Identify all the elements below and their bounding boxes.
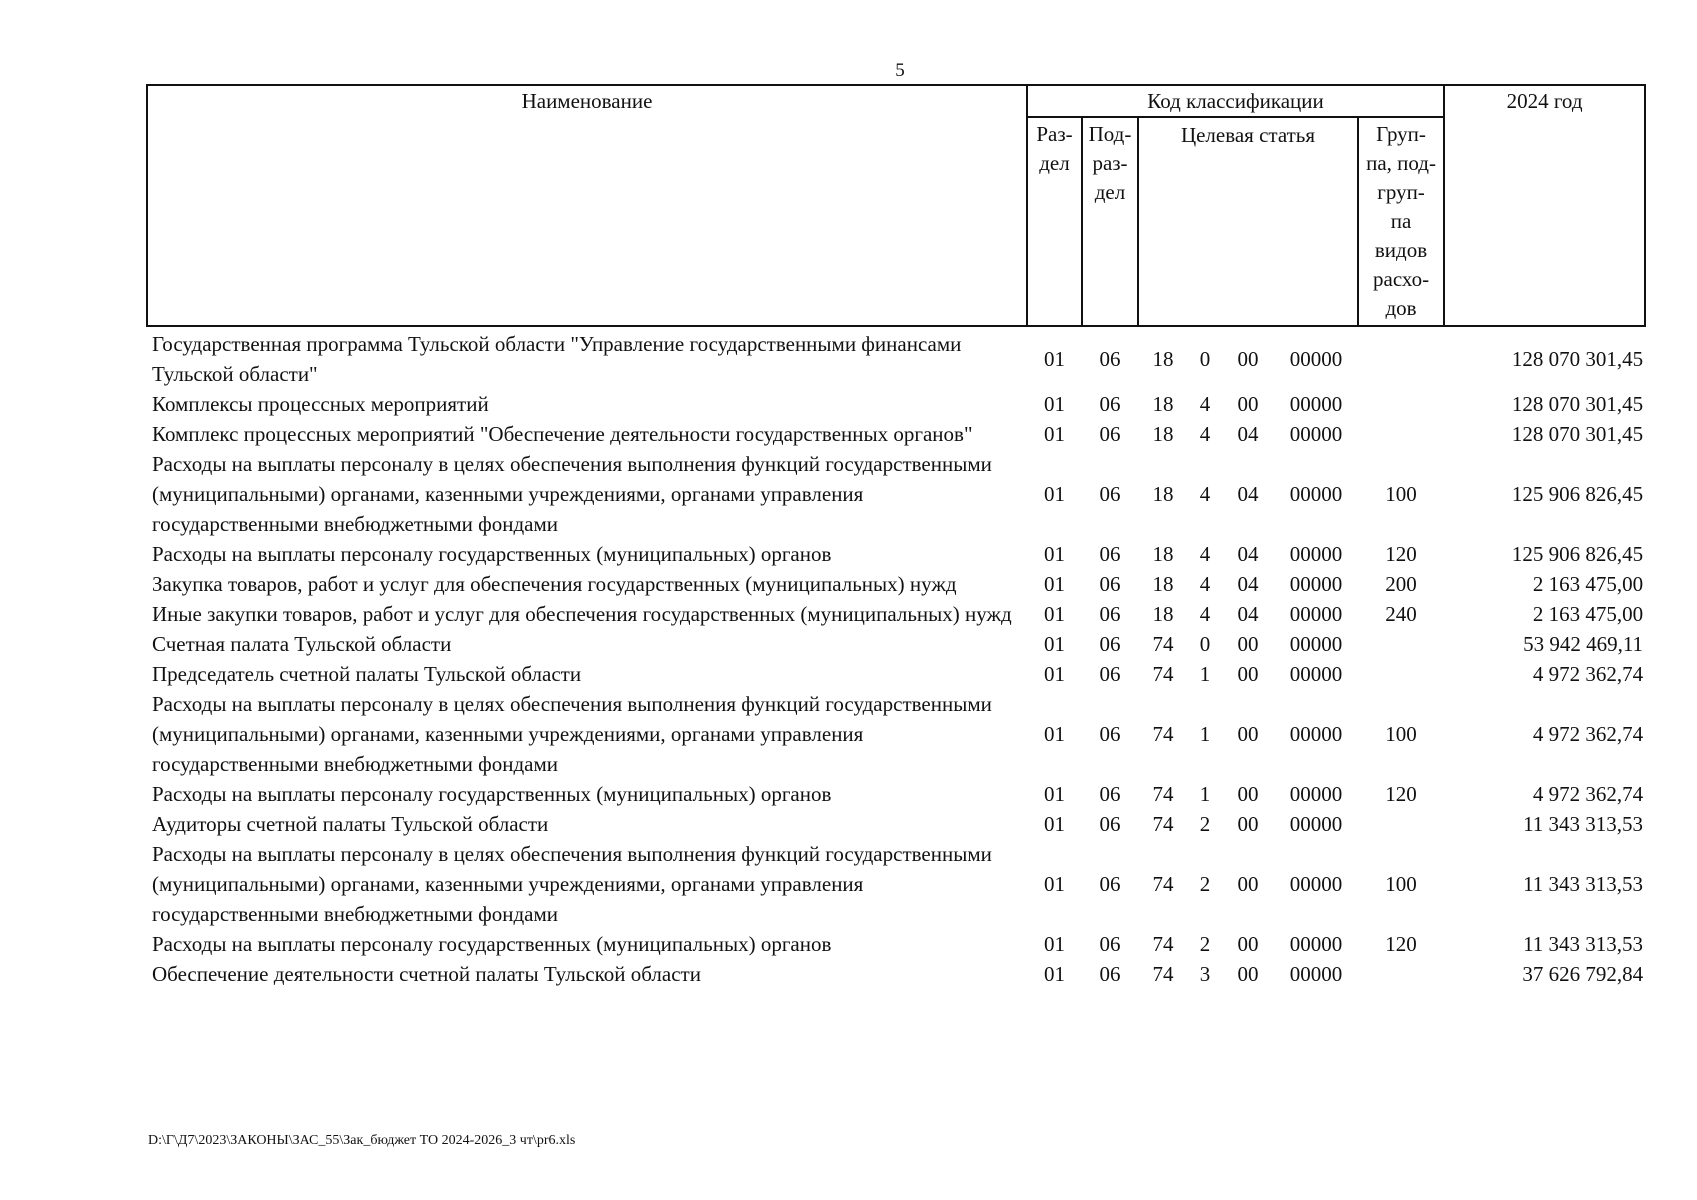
row-subsection: 06: [1099, 482, 1121, 506]
row-subsection: 06: [1099, 872, 1121, 896]
row-target-article-program: 18: [1152, 602, 1174, 626]
row-name: Закупка товаров, работ и услуг для обеспечения государственных (муниципальных) нужд: [152, 572, 957, 596]
table-row: [147, 419, 1645, 449]
row-target-article-direction: 00000: [1289, 572, 1343, 596]
row-target-article-subprogram: 0: [1199, 347, 1211, 371]
row-target-article-element: 00: [1237, 632, 1259, 656]
row-section: 01: [1044, 482, 1065, 506]
row-subsection: 06: [1099, 347, 1121, 371]
row-amount: 4 972 362,74: [1532, 662, 1644, 686]
page-number: 5: [895, 60, 905, 81]
row-target-article-direction: 00000: [1289, 482, 1343, 506]
row-subsection: 06: [1099, 812, 1121, 836]
row-target-article-element: 00: [1237, 872, 1259, 896]
row-target-article-program: 18: [1152, 392, 1174, 416]
row-target-article-element: 04: [1237, 602, 1259, 626]
row-target-article-program: 18: [1152, 572, 1174, 596]
header-name: Наименование: [147, 85, 1027, 326]
table-row: [147, 689, 1645, 779]
row-subsection: 06: [1099, 932, 1121, 956]
row-target-article-program: 18: [1152, 347, 1174, 371]
row-expense-group: 100: [1385, 872, 1417, 896]
row-amount: 2 163 475,00: [1532, 602, 1644, 626]
table-row: [147, 449, 1645, 539]
row-target-article-subprogram: 3: [1199, 962, 1211, 986]
footer-file-path: D:\Г\Д7\2023\ЗАКОНЫ\ЗАС_55\Зак_бюджет ТО 2024-2026_3 чт\pr6.xls: [148, 1133, 576, 1148]
row-target-article-program: 74: [1152, 872, 1174, 896]
row-expense-group: [1358, 389, 1444, 419]
row-amount: 125 906 826,45: [1511, 542, 1644, 566]
header-target-article: Целевая статья: [1138, 117, 1358, 326]
row-expense-group: 100: [1385, 482, 1417, 506]
row-expense-group: [1358, 629, 1444, 659]
row-target-article-subprogram: 0: [1199, 632, 1211, 656]
row-target-article-program: 74: [1152, 962, 1174, 986]
row-subsection: 06: [1099, 572, 1121, 596]
row-target-article-program: 74: [1152, 722, 1174, 746]
table-row: [147, 599, 1645, 629]
table-row: [147, 809, 1645, 839]
row-name: Иные закупки товаров, работ и услуг для обеспечения государственных (муниципальных) нужд: [152, 602, 1012, 626]
row-target-article-subprogram: 4: [1199, 572, 1211, 596]
row-target-article-subprogram: 4: [1199, 392, 1211, 416]
row-expense-group: [1358, 809, 1444, 839]
table-row: [147, 629, 1645, 659]
row-subsection: 06: [1099, 662, 1121, 686]
row-amount: 128 070 301,45: [1511, 422, 1644, 446]
row-target-article-subprogram: 4: [1199, 482, 1211, 506]
row-amount: 4 972 362,74: [1532, 782, 1644, 806]
row-section: 01: [1044, 812, 1065, 836]
row-target-article-subprogram: 4: [1199, 422, 1211, 446]
row-target-article-element: 04: [1237, 542, 1259, 566]
row-target-article-program: 74: [1152, 812, 1174, 836]
table-row: [147, 389, 1645, 419]
row-amount: 37 626 792,84: [1522, 962, 1644, 986]
row-expense-group: 100: [1385, 722, 1417, 746]
row-section: 01: [1044, 347, 1065, 371]
row-target-article-subprogram: 2: [1199, 872, 1211, 896]
row-target-article-program: 74: [1152, 662, 1174, 686]
row-name: Государственная программа Тульской области "Управление государственными финансами Тульской области": [152, 332, 962, 386]
row-section: 01: [1044, 602, 1065, 626]
row-section: 01: [1044, 962, 1065, 986]
table-row: [147, 539, 1645, 569]
row-subsection: 06: [1099, 962, 1121, 986]
row-name: Обеспечение деятельности счетной палаты Тульской области: [152, 962, 701, 986]
row-name: Председатель счетной палаты Тульской области: [152, 662, 582, 686]
row-target-article-direction: 00000: [1289, 812, 1343, 836]
row-subsection: 06: [1099, 392, 1121, 416]
header-section: Раз- дел: [1027, 117, 1082, 326]
row-name: Аудиторы счетной палаты Тульской области: [152, 812, 549, 836]
row-target-article-direction: 00000: [1289, 602, 1343, 626]
table-row: [147, 839, 1645, 929]
table-row: [147, 659, 1645, 689]
table-row: [147, 569, 1645, 599]
row-target-article-direction: 00000: [1289, 722, 1343, 746]
row-subsection: 06: [1099, 542, 1121, 566]
row-target-article-direction: 00000: [1289, 392, 1343, 416]
row-target-article-program: 74: [1152, 632, 1174, 656]
row-target-article-direction: 00000: [1289, 932, 1343, 956]
row-section: 01: [1044, 392, 1065, 416]
row-section: 01: [1044, 632, 1065, 656]
row-section: 01: [1044, 872, 1065, 896]
row-target-article-program: 18: [1152, 422, 1174, 446]
budget-table: [146, 84, 1646, 989]
row-target-article-direction: 00000: [1289, 347, 1343, 371]
row-target-article-element: 00: [1237, 812, 1259, 836]
row-expense-group: 120: [1385, 782, 1417, 806]
row-expense-group: 120: [1385, 932, 1417, 956]
row-target-article-subprogram: 2: [1199, 932, 1211, 956]
row-amount: 128 070 301,45: [1511, 392, 1644, 416]
row-target-article-direction: 00000: [1289, 872, 1343, 896]
row-name: Счетная палата Тульской области: [152, 632, 452, 656]
table-row: [147, 959, 1645, 989]
row-target-article-program: 18: [1152, 482, 1174, 506]
row-name: Расходы на выплаты персоналу государственных (муниципальных) органов: [152, 932, 832, 956]
row-target-article-element: 04: [1237, 572, 1259, 596]
row-subsection: 06: [1099, 722, 1121, 746]
row-target-article-subprogram: 2: [1199, 812, 1211, 836]
table-row: [147, 929, 1645, 959]
row-section: 01: [1044, 722, 1065, 746]
row-name: Расходы на выплаты персоналу в целях обеспечения выполнения функций государственными (муниципальными) органами, казенными учреждениями, органами управления государственными внебюджетными фондами: [152, 842, 992, 926]
row-expense-group: [1358, 959, 1444, 989]
row-subsection: 06: [1099, 602, 1121, 626]
row-amount: 11 343 313,53: [1523, 812, 1644, 836]
row-expense-group: [1358, 326, 1444, 389]
row-target-article-element: 00: [1237, 392, 1259, 416]
row-target-article-subprogram: 4: [1199, 602, 1211, 626]
row-target-article-direction: 00000: [1289, 632, 1343, 656]
row-subsection: 06: [1099, 632, 1121, 656]
row-expense-group: [1358, 659, 1444, 689]
row-target-article-direction: 00000: [1289, 662, 1343, 686]
row-target-article-direction: 00000: [1289, 542, 1343, 566]
row-target-article-program: 74: [1152, 932, 1174, 956]
row-target-article-direction: 00000: [1289, 422, 1343, 446]
row-target-article-program: 18: [1152, 542, 1174, 566]
row-target-article-element: 00: [1237, 962, 1259, 986]
row-target-article-element: 04: [1237, 482, 1259, 506]
row-name: Комплексы процессных мероприятий: [152, 392, 489, 416]
row-target-article-subprogram: 1: [1199, 782, 1211, 806]
row-target-article-element: 00: [1237, 932, 1259, 956]
row-target-article-direction: 00000: [1289, 962, 1343, 986]
row-target-article-element: 00: [1237, 782, 1259, 806]
table-row: [147, 779, 1645, 809]
row-target-article-element: 04: [1237, 422, 1259, 446]
header-classification-code: Код классификации: [1027, 85, 1444, 117]
row-subsection: 06: [1099, 782, 1121, 806]
row-target-article-subprogram: 1: [1199, 722, 1211, 746]
row-amount: 53 942 469,11: [1523, 632, 1644, 656]
row-section: 01: [1044, 662, 1065, 686]
row-amount: 125 906 826,45: [1511, 482, 1644, 506]
row-target-article-subprogram: 1: [1199, 662, 1211, 686]
row-section: 01: [1044, 542, 1065, 566]
row-subsection: 06: [1099, 422, 1121, 446]
row-section: 01: [1044, 782, 1065, 806]
row-expense-group: 120: [1385, 542, 1417, 566]
row-section: 01: [1044, 422, 1065, 446]
row-amount: 4 972 362,74: [1532, 722, 1644, 746]
row-name: Расходы на выплаты персоналу в целях обеспечения выполнения функций государственными (муниципальными) органами, казенными учреждениями, органами управления государственными внебюджетными фондами: [152, 692, 992, 776]
row-target-article-direction: 00000: [1289, 782, 1343, 806]
row-expense-group: [1358, 419, 1444, 449]
table-row: [147, 326, 1645, 389]
row-name: Комплекс процессных мероприятий "Обеспечение деятельности государственных органов": [152, 422, 973, 446]
row-amount: 128 070 301,45: [1511, 347, 1644, 371]
header-expense-group: Груп- па, под- груп- па видов расхо- дов: [1358, 117, 1444, 326]
row-section: 01: [1044, 932, 1065, 956]
header-year: 2024 год: [1444, 85, 1645, 326]
row-amount: 11 343 313,53: [1523, 872, 1644, 896]
row-section: 01: [1044, 572, 1065, 596]
row-target-article-program: 74: [1152, 782, 1174, 806]
row-name: Расходы на выплаты персоналу государственных (муниципальных) органов: [152, 542, 832, 566]
row-name: Расходы на выплаты персоналу в целях обеспечения выполнения функций государственными (муниципальными) органами, казенными учреждениями, органами управления государственными внебюджетными фондами: [152, 452, 992, 536]
row-expense-group: 200: [1385, 572, 1417, 596]
row-amount: 11 343 313,53: [1523, 932, 1644, 956]
row-name: Расходы на выплаты персоналу государственных (муниципальных) органов: [152, 782, 832, 806]
row-target-article-element: 00: [1237, 662, 1259, 686]
header-subsection: Под- раз- дел: [1082, 117, 1138, 326]
row-target-article-subprogram: 4: [1199, 542, 1211, 566]
row-target-article-element: 00: [1237, 722, 1259, 746]
row-expense-group: 240: [1385, 602, 1417, 626]
row-amount: 2 163 475,00: [1532, 572, 1644, 596]
row-target-article-element: 00: [1237, 347, 1259, 371]
table-body: [147, 326, 1645, 989]
